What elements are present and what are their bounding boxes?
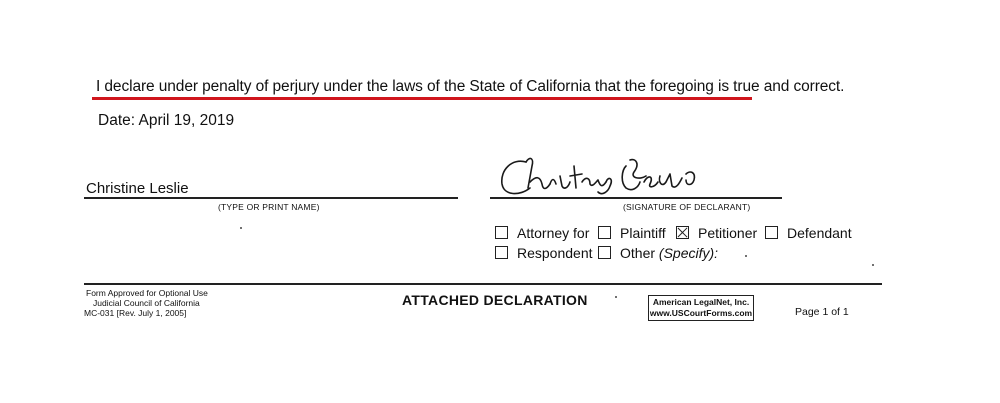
- printed-name: Christine Leslie: [86, 180, 189, 197]
- form-number-text: MC-031 [Rev. July 1, 2005]: [84, 308, 187, 318]
- other-label-text: Other: [620, 245, 656, 261]
- signature-caption: (SIGNATURE OF DECLARANT): [623, 202, 751, 212]
- date-line: Date: April 19, 2019: [98, 112, 235, 129]
- attorney-for-checkbox[interactable]: [495, 226, 508, 239]
- printed-name-line: [84, 197, 458, 199]
- publisher-url: www.USCourtForms.com: [649, 308, 753, 318]
- other-label: [620, 245, 718, 261]
- respondent-checkbox[interactable]: [495, 246, 508, 259]
- petitioner-label: Petitioner: [698, 225, 758, 241]
- scan-speck: [615, 296, 617, 298]
- footer-rule: [84, 283, 882, 285]
- other-specify-text: (Specify):: [658, 245, 719, 261]
- respondent-label: Respondent: [517, 245, 593, 261]
- attorney-for-label: Attorney for: [517, 225, 590, 241]
- red-underline: [92, 97, 752, 100]
- form-title: ATTACHED DECLARATION: [402, 292, 588, 308]
- other-checkbox[interactable]: [598, 246, 611, 259]
- declaration-statement: I declare under penalty of perjury under the laws of the State of California that the foregoing is true and correct.: [96, 78, 845, 95]
- defendant-label: Defendant: [787, 225, 852, 241]
- scan-speck: [745, 255, 747, 257]
- plaintiff-label: Plaintiff: [620, 225, 666, 241]
- scan-speck: [240, 227, 242, 229]
- signature-line: [490, 197, 782, 199]
- defendant-checkbox[interactable]: [765, 226, 778, 239]
- plaintiff-checkbox[interactable]: [598, 226, 611, 239]
- petitioner-checkbox[interactable]: [676, 226, 689, 239]
- page-number: Page 1 of 1: [795, 306, 849, 318]
- judicial-council-text: Judicial Council of California: [93, 298, 200, 308]
- printed-name-caption: (TYPE OR PRINT NAME): [218, 202, 320, 212]
- publisher-name: American LegalNet, Inc.: [652, 297, 750, 307]
- publisher-box: [648, 295, 754, 321]
- form-approved-text: Form Approved for Optional Use: [86, 288, 208, 298]
- scan-speck: [872, 264, 874, 266]
